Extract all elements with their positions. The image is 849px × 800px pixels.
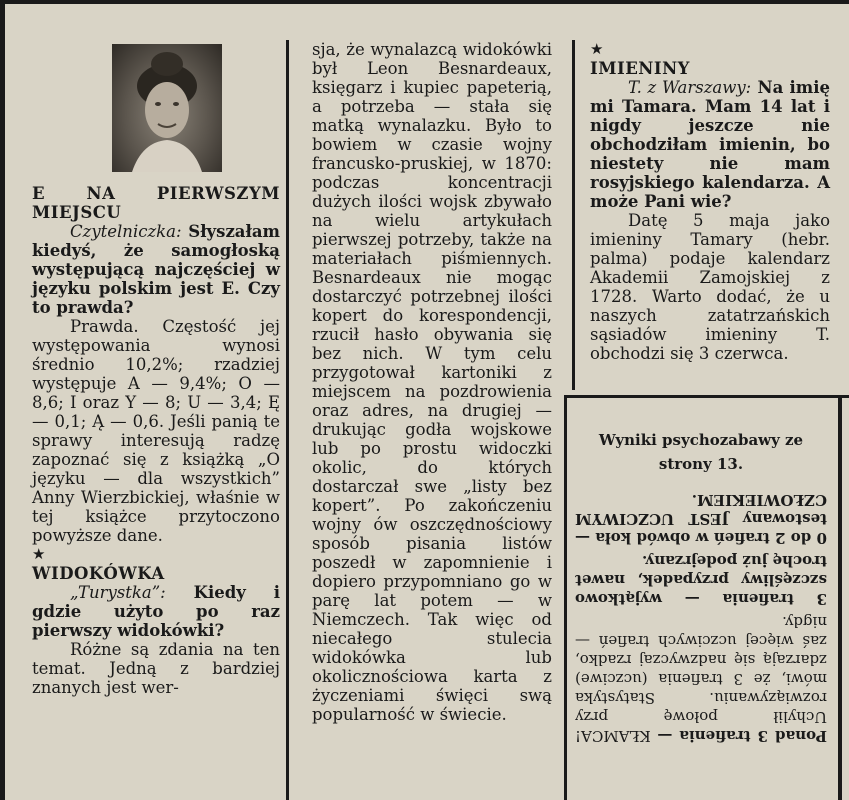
star-divider: ★: [32, 545, 46, 563]
question-2: [32, 583, 280, 640]
result-over-3: [575, 612, 827, 745]
heading-imieniny: IMIENINY: [590, 59, 690, 78]
column-2: [312, 40, 552, 724]
left-border: [0, 0, 5, 800]
question-2-author: „Turystka”:: [70, 583, 166, 602]
question-3-author: T. z Warszawy:: [628, 78, 752, 97]
question-3-text: Na imię mi Tamara. Mam 14 lat i nigdy jeszcze nie obchodziłam imienin, bo niestety nie mam rosyjskiego kalendarza. A może Pani wie?: [590, 78, 831, 211]
column-1: [32, 184, 280, 697]
portrait-photo: [112, 44, 222, 172]
question-1: [32, 222, 280, 317]
box-top-rule: [564, 395, 849, 398]
answer-2-continued: sja, że wynalazcą widokówki był Leon Besnardeaux, księgarz i kupiec papeterią, a potrzeba — stała się matką wynalazku. Było to bowiem w czasie wojny francusko-pruskiej, w 1870: podczas koncentracji dużych ilości wojsk zbywało na wielu artykułach pierwszej potrzeby, także na materiałach piśmiennych. Besnardeaux nie mogąc dostarczyć potrzebnej ilości kopert do korespondencji, rzucił hasło obywania się bez nich. W tym celu przygotował kartoniki z miejscem na pozdrowienia oraz adres, na drugiej — drukując godła wojskowe lub po prostu widoczki okolic, do których dostarczał swe „listy bez kopert”. Po zakończeniu wojny ów oszczędnościowy sposób pisania listów poszedł w zapomnienie i dopiero przypomniano go w parę lat potem — w Niemczech. Tak więc od niecałego stulecia widokówka lub okolicznościowa karta z życzeniami święci swą popularność w świecie.: [312, 40, 552, 724]
result-over-3-text: KŁAMCA! Uchylił połowę przy rozwiązywaniu. Statystyka mówi, że 3 trafienia (uczciwe) zdarzają się nadzwyczaj rzadko, zaś więcej uczciwych trafień — nigdy.: [575, 613, 827, 745]
right-border: [838, 395, 842, 800]
results-box: [575, 410, 827, 800]
heading-widokowka: WIDOKÓWKA: [32, 564, 165, 583]
result-0-2: 0 do 2 trafień w obwód koła — testowany JEST UCZCIWYM CZŁOWIEKIEM.: [575, 491, 827, 547]
question-1-text: Słyszałam kiedyś, że samogłoską występującą najczęściej w języku polskim jest E. Czy to prawda?: [32, 222, 280, 317]
column-rule-2: [572, 40, 575, 390]
result-over-3-label: Ponad 3 trafienia —: [657, 727, 827, 745]
heading-e-na-pierwszym-miejscu: E NA PIERWSZYM MIEJSCU: [32, 184, 280, 222]
question-1-author: Czytelniczka:: [70, 222, 182, 241]
result-3: 3 trafienia — wyjątkowo szczęśliwy przypadek, nawet trochę już podejrzany.: [575, 552, 827, 608]
answer-1: Prawda. Częstość jej występowania wynosi średnio 10,2%; rzadziej występuje A — 9,4%; O — 8,6; I oraz Y — 8; U — 3,4; Ę — 0,1; Ą — 0,6. Jeśli panią te sprawy interesują radzę zapoznać się z książką „O języku — dla wszystkich” Anny Wierzbickiej, właśnie w tej książce przytoczono powyższe dane.: [32, 317, 280, 545]
question-2-text: Kiedy i gdzie użyto po raz pierwszy widokówki?: [32, 583, 281, 640]
upside-down-answers: [575, 490, 827, 745]
column-rule-1: [286, 40, 289, 800]
column-3: [590, 40, 830, 363]
results-title: Wyniki psychozabawy ze strony 13.: [598, 431, 804, 473]
star-divider: ★: [590, 40, 604, 58]
answer-3: Datę 5 maja jako imieniny Tamary (hebr. palma) podaje kalendarz Akademii Zamojskiej z 1728. Warto dodać, że u naszych zatatrzańskich sąsiadów imieniny T. obchodzi się 3 czerwca.: [590, 211, 830, 363]
question-3: [590, 78, 830, 211]
answer-2-start: Różne są zdania na ten temat. Jedną z bardziej znanych jest wer-: [32, 640, 280, 697]
column-rule-3: [564, 398, 567, 800]
top-border: [0, 0, 849, 4]
